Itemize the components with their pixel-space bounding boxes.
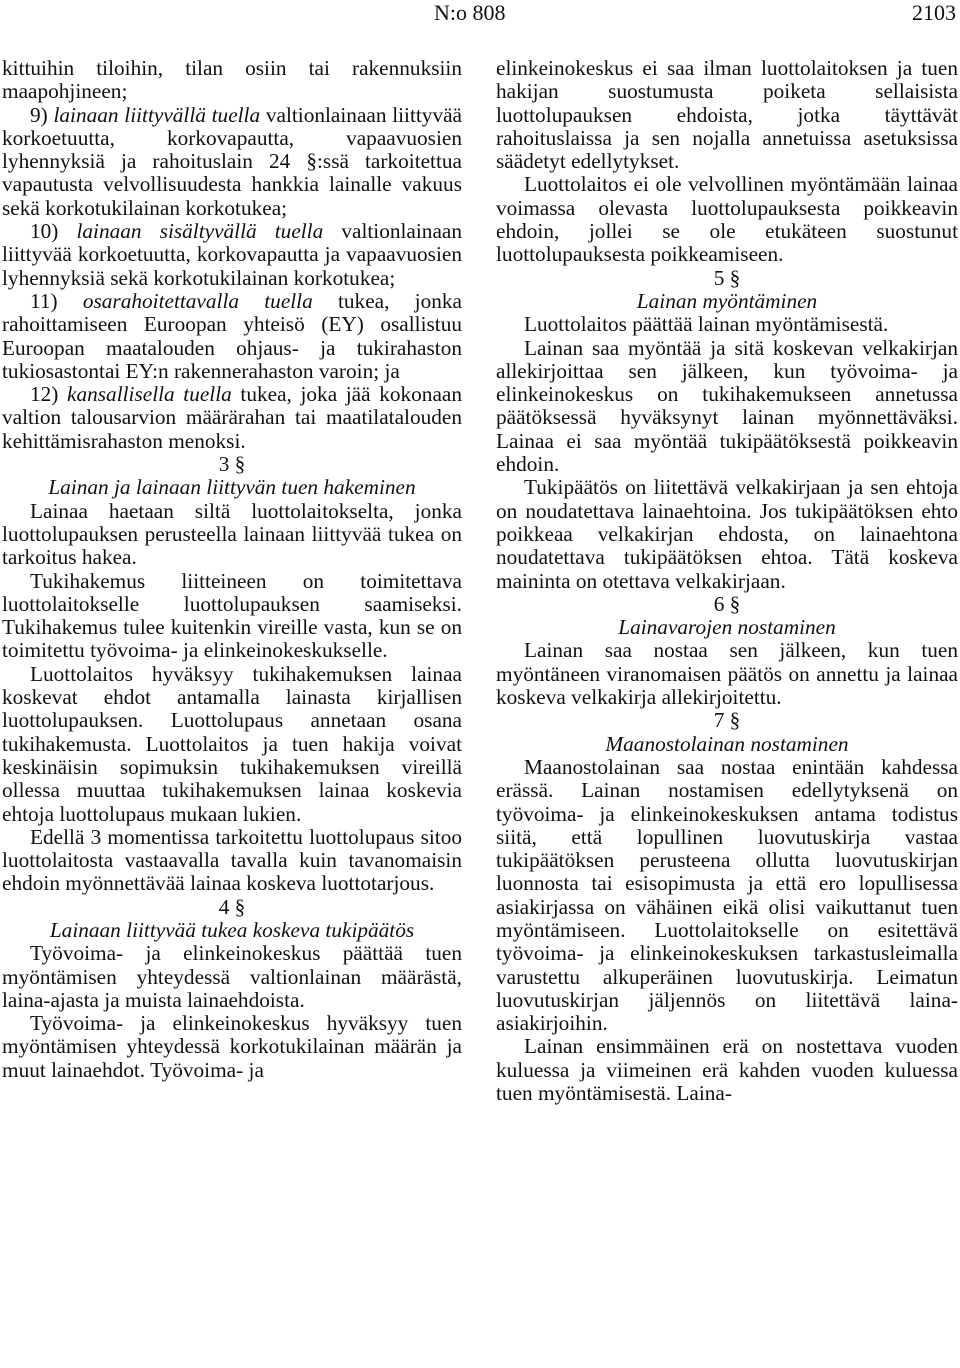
right-column xyxy=(496,57,958,1105)
paragraph: Edellä 3 momentissa tarkoitettu luottolupaus sitoo luottolaitosta vastaavalla tavalla kuin tavanomaisin ehdoin myönnettävää lainaa koskeva luottotarjous. xyxy=(2,824,462,896)
paragraph: Työvoima- ja elinkeinokeskus hyväksyy tuen myöntämisen yhteydessä korkotukilainan määrän ja muut lainaehdot. Työvoima- ja xyxy=(2,1011,462,1082)
paragraph: Tukihakemus liitteineen on toimitettava luottolaitokselle luottolupauksen saamiseksi. Tukihakemus tulee kuitenkin vireille vasta, kun se on toimitettu työvoima- ja elinkeinokeskukselle. xyxy=(2,568,462,663)
paragraph: Lainan saa nostaa sen jälkeen, kun tuen myöntäneen viranomaisen päätös on annettu ja lainaa koskeva velkakirja allekirjoitettu. xyxy=(496,638,958,710)
section-title: Lainan myöntäminen xyxy=(636,288,818,313)
section-number: 7 § xyxy=(713,708,741,733)
paragraph: elinkeinokeskus ei saa ilman luottolaitoksen ja tuen hakijan suostumusta poiketa sellaisista luottolupauksen ehdoista, jotka täyttävät rahoituslaissa ja sen nojalla annetuissa asetuksissa säädetyt edellytykset. xyxy=(496,56,958,174)
list-item: 11) osarahoitettavalla tuella tukea, jonka rahoittamiseen Euroopan yhteisö (EY) osallistuu Euroopan maatalouden ohjaus- ja tukirahaston tukiosastontai EY:n rakennerahaston varoin; ja xyxy=(2,288,462,383)
left-column xyxy=(2,57,462,1082)
paragraph: Tukipäätös on liitettävä velkakirjaan ja sen ehtoja on noudatettava lainaehtoina. Jos tukipäätöksen ehto poikkeaa velkakirjan ehdosta, on lainaehtona noudatettava tukipäätöksen ehtoa. Tätä koskeva maininta on otettava velkakirjaan. xyxy=(496,475,958,593)
paragraph: kittuihin tiloihin, tilan osiin tai rakennuksiin maapohjineen; xyxy=(2,56,462,104)
paragraph: Työvoima- ja elinkeinokeskus päättää tuen myöntämisen yhteydessä valtionlainan määrästä, laina-ajasta ja muista lainaehdoista. xyxy=(2,941,462,1012)
section-title: Lainavarojen nostaminen xyxy=(618,615,836,640)
section-number: 6 § xyxy=(713,591,741,616)
paragraph: Lainan ensimmäinen erä on nostettava vuoden kuluessa ja viimeinen erä kahden vuoden kuluessa tuen myöntämisestä. Laina- xyxy=(496,1034,958,1106)
paragraph: Luottolaitos ei ole velvollinen myöntämään lainaa voimassa olevasta luottolupauksesta poikkeavin ehdoin, jollei se ole etukäteen suostunut luottolupauksesta poikkeamiseen. xyxy=(496,172,958,267)
paragraph: Maanostolainan saa nostaa enintään kahdessa erässä. Lainan nostamisen edellytyksenä on työvoima- ja elinkeinokeskuksen antama todistus siitä, että lopullinen luovutuskirja vastaa tukipäätöksen perusteena ollutta luovutuskirjan luonnosta tai esisopimusta ja että ero lopullisessa asiakirjassa on vähäinen eikä olisi vaikuttanut tuen myöntämiseen. Luottolaitokselle on esitettävä työvoima- ja elinkeinokeskuksen tarkastusleimalla varustettu alkuperäinen luovutuskirja. Leimatun luovutuskirjan jäljennös on liitettävä laina-asiakirjoihin. xyxy=(496,754,958,1036)
section-title: Maanostolainan nostaminen xyxy=(605,731,849,756)
paragraph: Lainaa haetaan siltä luottolaitokselta, jonka luottolupauksen perusteella lainaan liittyvää tukea on tarkoitus hakea. xyxy=(2,498,462,570)
page-number-header: N:o 808 xyxy=(434,0,506,25)
section-number: 5 § xyxy=(713,265,741,290)
list-item: 9) lainaan liittyvällä tuella valtionlainaan liittyvää korkoetuutta, korkovapautta, vapaavuosien lyhennyksiä ja rahoituslain 24 §:ssä tarkoitettua vapautusta velvollisuudesta hankkia lainalle vakuus sekä korkotukilainan korkotukea; xyxy=(2,102,463,220)
list-item: 12) kansallisella tuella tukea, joka jää kokonaan valtion talousarvion määrärahan tai maatilatalouden kehittämisrahaston menoksi. xyxy=(2,382,463,453)
list-item: 10) lainaan sisältyvällä tuella valtionlainaan liittyvää korkoetuutta, korkovapautta ja vapaavuosien lyhennyksiä sekä korkotukilainan korkotukea; xyxy=(2,219,462,290)
paragraph: Luottolaitos hyväksyy tukihakemuksen lainaa koskevat ehdot antamalla lainasta kirjallisen luottolupauksen. Luottolupaus annetaan osana tukihakemusta. Luottolaitos ja tuen hakija voivat keskinäisin sopimuksin tukihakemuksen vireillä ollessa muuttaa tukihakemuksen lainaa koskevia ehtoja luottolupaus mukaan lukien. xyxy=(2,661,462,826)
section-title: Lainaan liittyvää tukea koskeva tukipäätös xyxy=(49,917,415,942)
section-number: 3 § xyxy=(218,452,246,477)
paragraph: Luottolaitos päättää lainan myöntämisestä. xyxy=(524,312,889,337)
paragraph: Lainan saa myöntää ja sitä koskevan velkakirjan allekirjoittaa sen jälkeen, kun työvoima- ja elinkeinokeskus on tukihakemukseen annetussa päätöksessä hyväksynyt lainan myönnettäväksi. Lainaa ei saa myöntää tukipäätöksestä poikkeavin ehdoin. xyxy=(496,335,958,477)
section-title: Lainan ja lainaan liittyvän tuen hakeminen xyxy=(48,475,416,500)
section-number: 4 § xyxy=(218,894,246,919)
page-number: 2103 xyxy=(912,0,956,25)
